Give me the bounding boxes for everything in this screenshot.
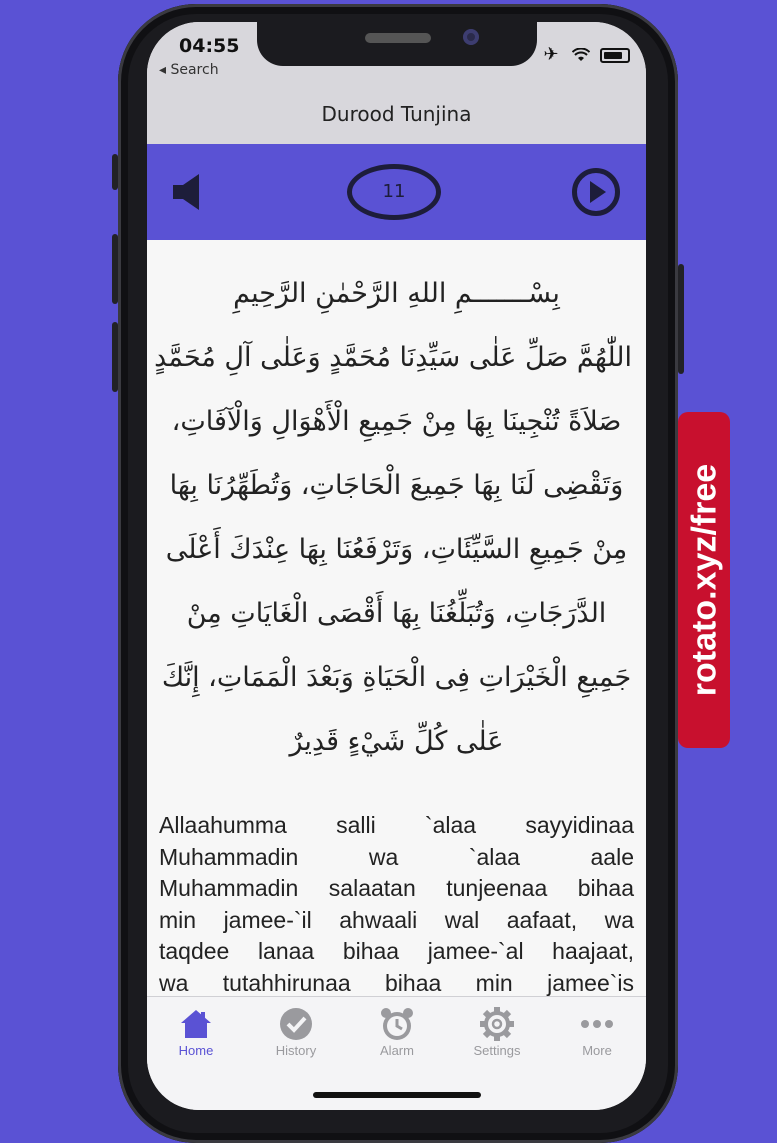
status-time: 04:55 <box>179 35 240 57</box>
arabic-text <box>154 262 632 774</box>
arabic-line: الدَّرَجَاتِ، وَتُبَلِّغُنَا بِهَا أَقْصَى الْغَايَاتِ مِنْ <box>186 598 607 629</box>
volume-up-button <box>112 234 118 304</box>
gear-icon <box>479 1006 515 1042</box>
more-dots-icon <box>580 1019 614 1029</box>
home-icon <box>179 1008 213 1040</box>
check-circle-icon <box>279 1007 313 1041</box>
front-camera <box>463 29 479 45</box>
arabic-line: صَلاَةً تُنْجِينَا بِهَا مِنْ جَمِيعِ الْأَهْوَالِ وَالْآفَاتِ، <box>171 406 622 437</box>
back-to-search-link[interactable]: ◂ Search <box>159 62 219 78</box>
home-indicator <box>313 1092 481 1098</box>
arabic-line: بِسْـــــــمِ اللهِ الرَّحْمٰنِ الرَّحِيمِ <box>233 278 560 309</box>
transliteration-line: Allaahumma salli `alaa sayyidinaa <box>159 812 634 838</box>
alarm-clock-icon <box>379 1006 415 1042</box>
transliteration-line: Muhammadin salaatan tunjeenaa bihaa <box>159 875 634 901</box>
transliteration-line: min jamee-`il ahwaali wal aafaat, wa <box>159 906 634 933</box>
transliteration-line: wa tutahhirunaa bihaa min jamee`is <box>159 969 634 996</box>
transliteration-line: taqdee lanaa bihaa jamee-`al haajaat, <box>159 938 634 964</box>
tab-history[interactable] <box>256 1005 336 1058</box>
wifi-icon <box>572 48 590 62</box>
controls-bar <box>147 144 646 240</box>
arabic-line: مِنْ جَمِيعِ السَّيِّئَاتِ، وَتَرْفَعُنَا بِهَا عِنْدَكَ أَعْلَى <box>165 534 628 565</box>
tab-alarm-label: Alarm <box>380 1043 414 1058</box>
play-icon <box>577 173 615 211</box>
watermark-text: rotato.xyz/free <box>685 463 724 697</box>
page-title: Durood Tunjina <box>321 102 472 126</box>
arabic-line: عَلٰى كُلِّ شَيْءٍ قَدِيرٌ <box>289 726 504 757</box>
navigation-bar <box>147 92 646 145</box>
arabic-line: وَتَقْضِى لَنَا بِهَا جَمِيعَ الْحَاجَاتِ، وَتُطَهِّرُنَا بِهَا <box>169 470 624 501</box>
tab-settings-label: Settings <box>473 1043 521 1058</box>
transliteration-line: Muhammadin wa `alaa aale <box>159 843 634 870</box>
power-button <box>678 264 684 374</box>
tab-home[interactable] <box>156 1005 236 1058</box>
arabic-line: جَمِيعِ الْخَيْرَاتِ فِى الْحَيَاةِ وَبَعْدَ الْمَمَاتِ، إِنَّكَ <box>161 662 632 693</box>
tab-home-label: Home <box>178 1043 214 1058</box>
status-icons <box>543 44 630 65</box>
phone-screen <box>147 22 646 1110</box>
battery-icon <box>600 48 630 63</box>
recitation-counter[interactable]: 11 <box>347 164 441 220</box>
tab-alarm[interactable] <box>357 1005 437 1058</box>
tab-more-label: More <box>582 1043 612 1058</box>
tab-settings[interactable] <box>457 1005 537 1058</box>
mute-switch <box>112 154 118 190</box>
airplane-icon: ✈ <box>543 44 563 65</box>
notch <box>257 22 537 66</box>
arabic-line: اللّٰهُمَّ صَلِّ عَلٰى سَيِّدِنَا مُحَمَّدٍ وَعَلٰى آلِ مُحَمَّدٍ <box>154 342 632 373</box>
transliteration-text <box>159 810 634 999</box>
volume-down-button <box>112 322 118 392</box>
play-button[interactable] <box>572 168 620 216</box>
earpiece-speaker <box>365 33 431 43</box>
tab-more[interactable] <box>557 1005 637 1058</box>
speaker-icon[interactable] <box>171 170 211 214</box>
tab-history-label: History <box>275 1043 317 1058</box>
